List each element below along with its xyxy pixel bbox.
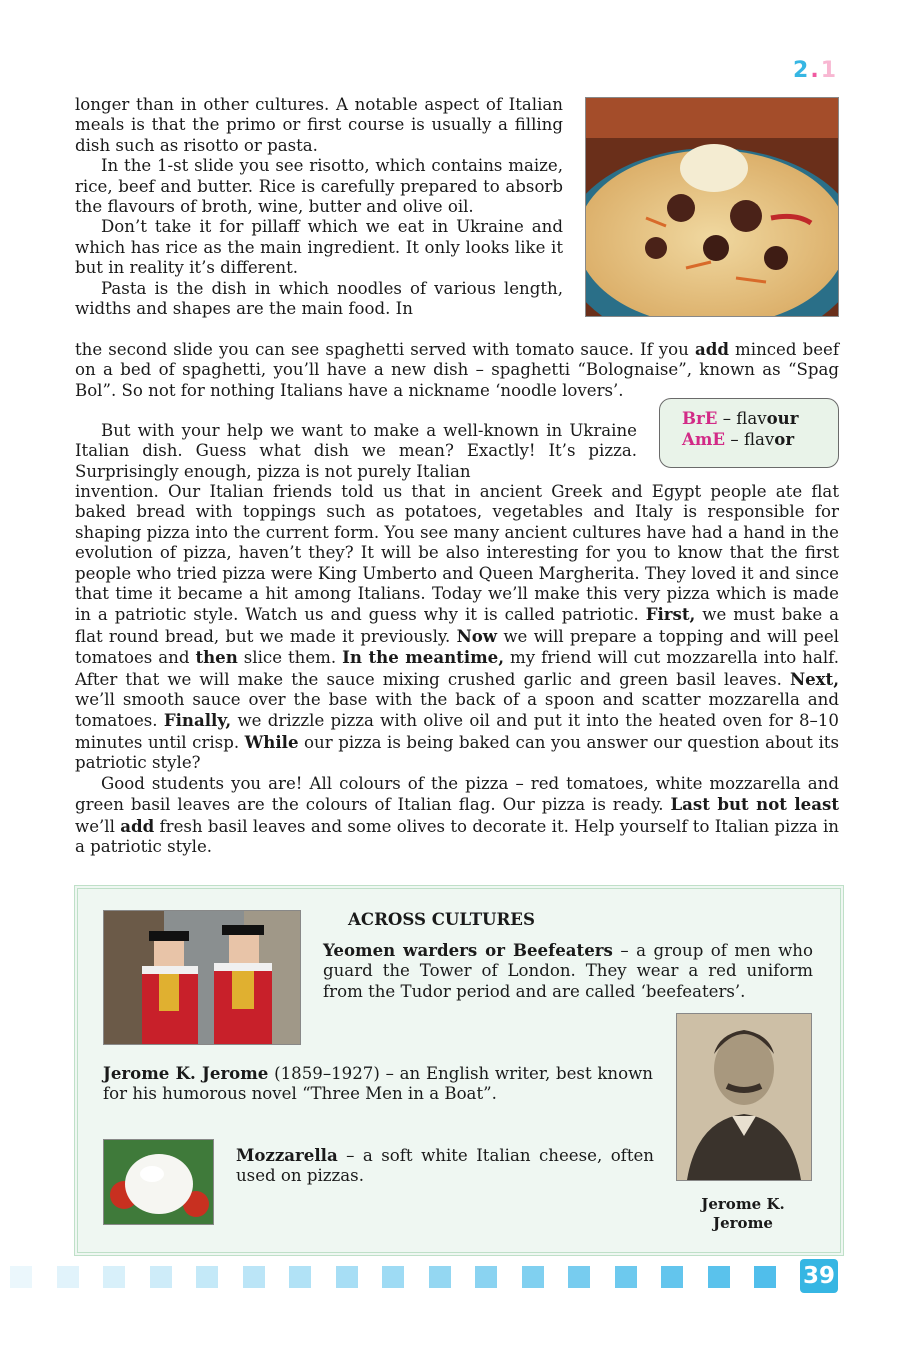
- footer-square: [754, 1266, 776, 1288]
- para_final-segment: Last but not least: [670, 794, 839, 815]
- footer-square: [708, 1266, 730, 1288]
- para_pizza_rest-segment: While: [244, 731, 299, 752]
- para_pizza_rest-segment: First,: [645, 604, 696, 625]
- across-cultures-box: [74, 885, 844, 1256]
- footer-square: [568, 1266, 590, 1288]
- note-ame: [660, 429, 838, 450]
- jerome-caption-line2: Jerome: [713, 1214, 773, 1232]
- para_pizza_rest-segment: slice them.: [237, 648, 343, 668]
- para_pizza_rest-segment: Next,: [789, 668, 839, 689]
- jerome-def: (1859–1927) – an English writer, best known for his humorous novel “Three Men in a Boat”.: [103, 1064, 653, 1104]
- paragraph-final: [75, 774, 839, 858]
- page-number: 39: [800, 1259, 838, 1293]
- ame-label: AmE: [682, 429, 726, 449]
- section-dot: .: [810, 58, 821, 83]
- mozzarella-def: – a soft white Italian cheese, often used on pizzas.: [236, 1146, 654, 1186]
- pasta-text-a: the second slide you can see spaghetti served with tomato sauce. If you: [75, 340, 695, 359]
- jerome-entry: [103, 1063, 653, 1105]
- bre-text: – flav: [717, 409, 767, 428]
- para_pizza_rest-segment: we will prepare a topping and will peel tomatoes and: [75, 626, 839, 668]
- footer-square: [103, 1266, 125, 1288]
- footer-square: [522, 1266, 544, 1288]
- para_pizza_rest-segment: my friend will cut mozzarella into half. After that we will make the sauce mixing crushed garlic and green basil leaves.: [75, 648, 839, 689]
- pilaf-dish-photo: [585, 97, 839, 317]
- footer-square: [10, 1266, 32, 1288]
- footer-square: [336, 1266, 358, 1288]
- para_pizza_rest-segment: In the meantime,: [342, 647, 505, 668]
- para_pizza_rest-segment: we must bake a flat round bread, but we made it previously.: [75, 605, 839, 646]
- paragraph-risotto: In the 1-st slide you see risotto, which contains maize, rice, beef and butter. Rice is carefully prepared to absorb the flavours of broth, wine, butter and olive oil.: [75, 156, 563, 217]
- footer-square: [150, 1266, 172, 1288]
- section-number: [793, 58, 838, 83]
- footer-square: [57, 1266, 79, 1288]
- jerome-paragraph: [103, 1063, 653, 1105]
- para_pizza_rest-segment: we drizzle pizza with olive oil and put it into the heated oven for 8–10 minutes until crisp.: [75, 711, 839, 752]
- paragraph-pizza-lead: But with your help we want to make a well-known in Ukraine Italian dish. Guess what dish we mean? Exactly! It’s pizza. Surprisingly enough, pizza is not purely Italian: [75, 421, 637, 481]
- yeomen-term: Yeomen warders or Beefeaters: [323, 940, 613, 960]
- ame-bold: or: [774, 429, 795, 449]
- para_final-segment: fresh basil leaves and some olives to decorate it. Help yourself to Italian pizza in a patriotic style.: [75, 816, 839, 856]
- spelling-note: [659, 398, 839, 468]
- para_pizza_rest-segment: Now: [456, 625, 498, 646]
- mozzarella-photo: [103, 1139, 214, 1225]
- jerome-portrait-photo: [676, 1013, 812, 1181]
- footer-square: [661, 1266, 683, 1288]
- paragraph-intro: longer than in other cultures. A notable aspect of Italian meals is that the primo or first course is usually a filling dish such as risotto or pasta.: [75, 95, 563, 155]
- note-bre: [660, 399, 838, 429]
- paragraph-pasta-start: Pasta is the dish in which noodles of various length, widths and shapes are the main food. In: [75, 278, 563, 319]
- text-pasta-cont: [75, 339, 839, 401]
- footer-square: [196, 1266, 218, 1288]
- section-main: 2: [793, 58, 811, 83]
- bre-bold: our: [766, 408, 799, 428]
- jerome-caption: [676, 1195, 810, 1233]
- paragraph-pillaff: Don’t take it for pillaff which we eat in Ukraine and which has rice as the main ingredient. It only looks like it but in reality it’s different.: [75, 217, 563, 278]
- yeomen-paragraph: [323, 940, 813, 1002]
- mozzarella-term: Mozzarella: [236, 1145, 338, 1165]
- yeomen-def: – a group of men who guard the Tower of London. They wear a red uniform from the Tudor period and are called ‘beefeaters’.: [323, 941, 813, 1001]
- bre-label: BrE: [682, 408, 718, 428]
- section-sub: 1: [820, 58, 838, 83]
- footer-square: [289, 1266, 311, 1288]
- para_pizza_rest-segment: then: [195, 647, 238, 668]
- para_final-segment: Good students you are! All colours of the pizza – red tomatoes, white mozzarella and green basil leaves are the colours of Italian flag. Our pizza is ready.: [75, 773, 839, 815]
- footer-square: [429, 1266, 451, 1288]
- para_pizza_rest-segment: we’ll smooth sauce over the base with the back of a spoon and scatter mozzarella and tomatoes.: [75, 690, 839, 731]
- paragraph-pasta-cont: [75, 339, 839, 401]
- mozzarella-paragraph: [236, 1145, 654, 1187]
- paragraph-pizza-rest: [75, 482, 839, 774]
- footer-square: [382, 1266, 404, 1288]
- para_pizza_rest-segment: invention. Our Italian friends told us that in ancient Greek and Egypt people ate flat baked bread with toppings such as potatoes, vegetables and Italy is responsible for shaping pizza into the current form. You see many ancient cultures have had a hand in the evolution of pizza, haven’t they? It will be also interesting for you to know that the first people who tried pizza were King Umberto and Queen Margherita. They loved it and since that time it became a hit among Italians. Today we’ll make this very pizza which is made in a patriotic style. Watch us and guess why it is called patriotic.: [75, 482, 839, 625]
- pasta-text-b: minced beef on a bed of spaghetti, you’ll have a new dish – spaghetti “Bolognaise”, known as “Spag Bol”. So not for nothing Italians have a nickname ‘noodle lovers’.: [75, 340, 840, 400]
- para_pizza_rest-segment: Finally,: [163, 710, 232, 731]
- text-pizza-rest: [75, 482, 839, 857]
- ame-text: – flav: [725, 430, 775, 449]
- para_final-segment: add: [120, 815, 155, 836]
- pasta-bold-add: add: [694, 339, 729, 359]
- yeomen-entry: [323, 940, 813, 1002]
- jerome-caption-line1: Jerome K.: [701, 1195, 785, 1213]
- text-top: [75, 95, 563, 319]
- jerome-term: Jerome K. Jerome: [103, 1063, 269, 1083]
- across-heading: ACROSS CULTURES: [348, 909, 535, 929]
- mozzarella-entry: [236, 1145, 654, 1187]
- para_final-segment: we’ll: [75, 816, 121, 836]
- text-pizza-lead: [75, 421, 637, 482]
- para_pizza_rest-segment: our pizza is being baked can you answer our question about its patriotic style?: [75, 732, 839, 773]
- beefeaters-photo: [103, 910, 301, 1045]
- footer-square: [243, 1266, 265, 1288]
- footer-square: [615, 1266, 637, 1288]
- footer-square: [475, 1266, 497, 1288]
